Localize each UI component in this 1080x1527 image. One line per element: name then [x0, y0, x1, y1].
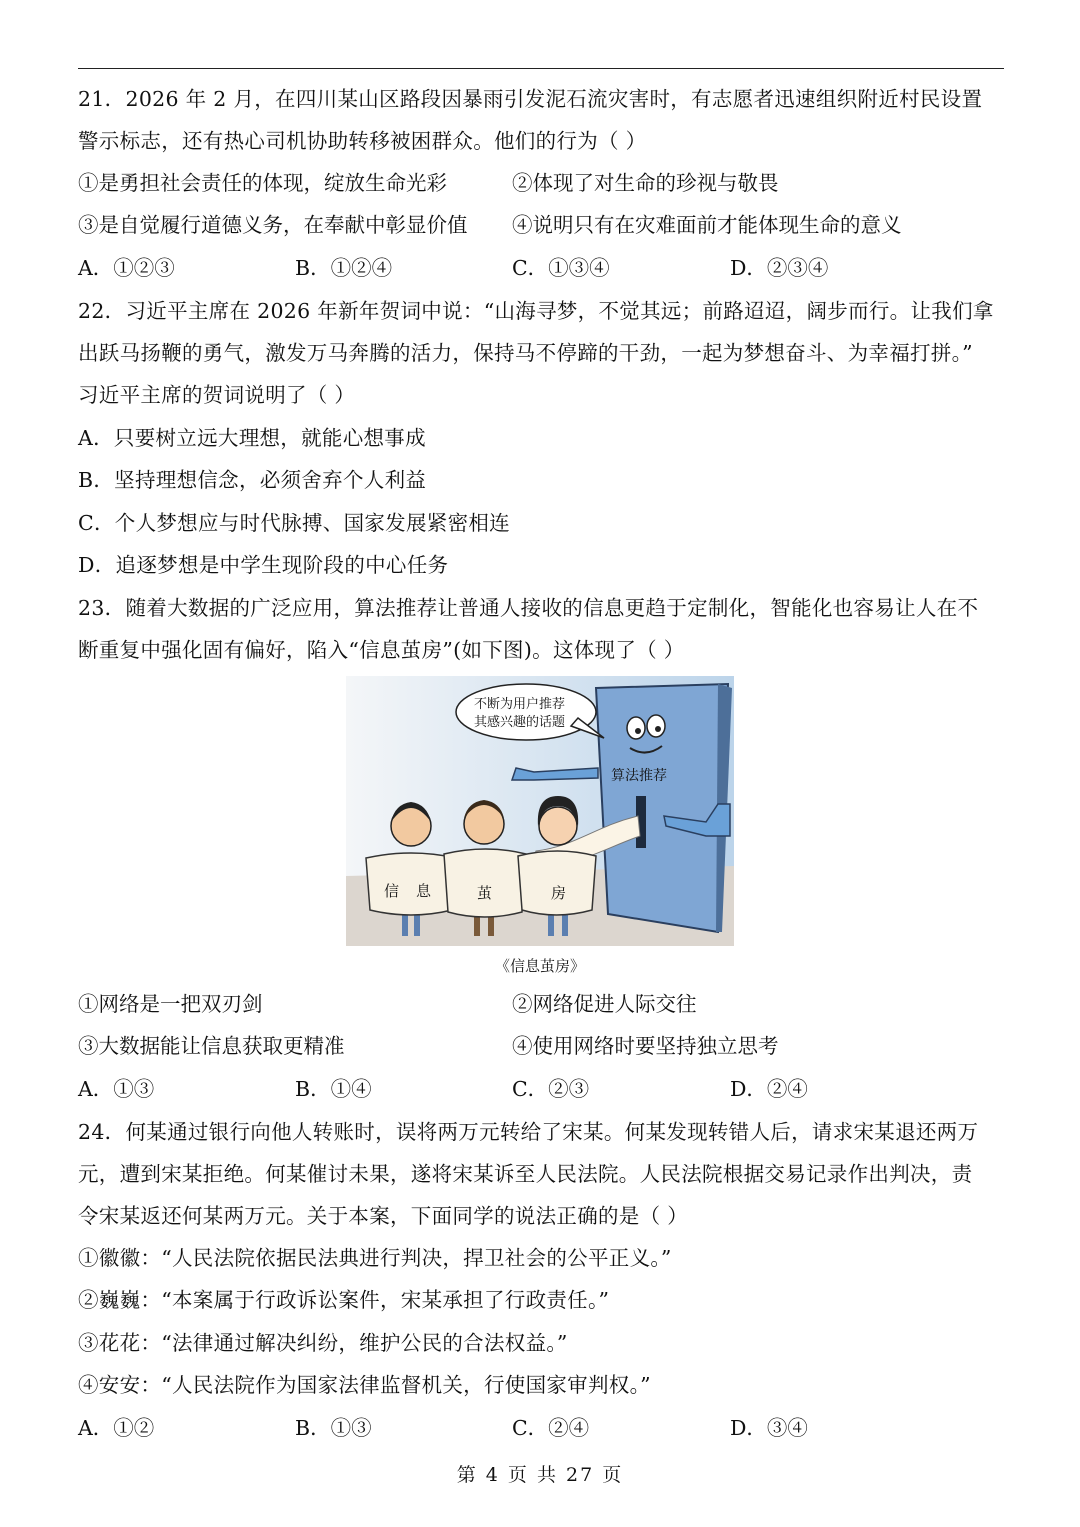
q21-option-c: C．①③④	[512, 256, 610, 280]
q22-option-a: A．只要树立远大理想，就能心想事成	[78, 426, 426, 450]
q22-option-b: B．坚持理想信念，必须舍弃个人利益	[78, 468, 427, 492]
person3-head	[539, 807, 577, 845]
q24-option-b: B．①③	[295, 1416, 372, 1440]
q24-stem-line3: 令宋某返还何某两万元。关于本案，下面同学的说法正确的是（ ）	[78, 1204, 689, 1228]
q22-stem-line1: 22．习近平主席在 2026 年新年贺词中说：“山海寻梦，不觉其远；前路迢迢，阔步而行。让我们拿	[78, 299, 994, 323]
q22-stem-line2: 出跃马扬鞭的勇气，激发万马奔腾的活力，保持马不停蹄的干劲，一起为梦想奋斗、为幸福打拼。”	[78, 341, 973, 365]
cartoon-illustration	[346, 676, 734, 946]
figure-caption: 《信息茧房》	[494, 957, 585, 975]
door-label: 算法推荐	[611, 768, 667, 784]
q23-option-d: D．②④	[730, 1077, 808, 1101]
q24-option-a: A．①②	[78, 1416, 155, 1440]
q24-item3: ③花花：“法律通过解决纠纷，维护公民的合法权益。”	[78, 1331, 568, 1355]
q21-option-a: A．①②③	[78, 256, 175, 280]
q23-option-b: B．①④	[295, 1077, 372, 1101]
door-eye-right	[647, 715, 665, 737]
cocoon-char-3: 茧	[477, 884, 493, 902]
q23-option-c: C．②③	[512, 1077, 590, 1101]
speech-bubble	[456, 684, 596, 740]
q21-item1: ①是勇担社会责任的体现，绽放生命光彩	[78, 171, 447, 195]
q24-stem-line2: 元，遭到宋某拒绝。何某催讨未果，遂将宋某诉至人民法院。人民法院根据交易记录作出判决，责	[78, 1162, 973, 1186]
q23-item4: ④使用网络时要坚持独立思考	[512, 1034, 779, 1058]
q21-option-b: B．①②④	[295, 256, 393, 280]
q23-item2: ②网络促进人际交往	[512, 992, 697, 1016]
q24-item4: ④安安：“人民法院作为国家法律监督机关，行使国家审判权。”	[78, 1373, 651, 1397]
q23-stem-line2: 断重复中强化固有偏好，陷入“信息茧房”(如下图)。这体现了（ ）	[78, 638, 685, 662]
cocoon-scroll-2	[444, 849, 526, 917]
q24-item1: ①徽徽：“人民法院依据民法典进行判决，捍卫社会的公平正义。”	[78, 1246, 672, 1270]
q21-item3: ③是自觉履行道德义务，在奉献中彰显价值	[78, 213, 468, 237]
cocoon-char-2: 息	[416, 882, 432, 900]
q21-stem-line1: 21．2026 年 2 月，在四川某山区路段因暴雨引发泥石流灾害时，有志愿者迅速组织附近村民设置	[78, 87, 983, 111]
q21-option-d: D．②③④	[730, 256, 829, 280]
q23-option-a: A．①③	[78, 1077, 155, 1101]
info-cocoon-cartoon	[346, 676, 734, 946]
speech-line1: 不断为用户推荐	[474, 697, 566, 712]
q24-option-c: C．②④	[512, 1416, 590, 1440]
page-footer: 第 4 页 共 27 页	[456, 1464, 624, 1486]
cocoon-scroll-3	[518, 851, 596, 915]
q23-item1: ①网络是一把双刃剑	[78, 992, 263, 1016]
q24-option-d: D．③④	[730, 1416, 808, 1440]
door-eye-left	[627, 717, 645, 739]
cocoon-char-1: 信	[384, 882, 400, 900]
q22-stem-line3: 习近平主席的贺词说明了（ ）	[78, 383, 356, 407]
q21-item2: ②体现了对生命的珍视与敬畏	[512, 171, 779, 195]
cocoon-char-4: 房	[551, 884, 567, 902]
q21-stem-line2: 警示标志，还有热心司机协助转移被困群众。他们的行为（ ）	[78, 129, 647, 153]
q23-item3: ③大数据能让信息获取更精准	[78, 1034, 345, 1058]
q24-stem-line1: 24．何某通过银行向他人转账时，误将两万元转给了宋某。何某发现转错人后，请求宋某退还两万	[78, 1120, 979, 1144]
q24-item2: ②巍巍：“本案属于行政诉讼案件，宋某承担了行政责任。”	[78, 1288, 610, 1312]
header-rule	[78, 68, 1004, 69]
q21-item4: ④说明只有在灾难面前才能体现生命的意义	[512, 213, 902, 237]
cocoon-scroll-1	[366, 853, 456, 915]
q23-stem-line1: 23．随着大数据的广泛应用，算法推荐让普通人接收的信息更趋于定制化，智能化也容易让人在不	[78, 596, 979, 620]
q22-option-c: C．个人梦想应与时代脉搏、国家发展紧密相连	[78, 511, 510, 535]
speech-line2: 其感兴趣的话题	[474, 715, 566, 730]
q22-option-d: D．追逐梦想是中学生现阶段的中心任务	[78, 553, 449, 577]
